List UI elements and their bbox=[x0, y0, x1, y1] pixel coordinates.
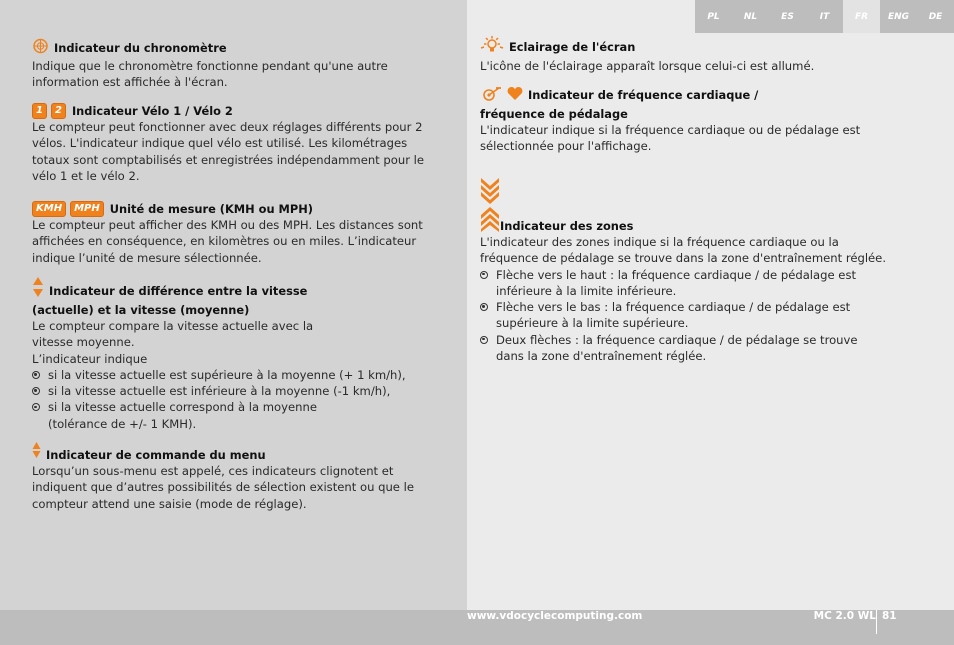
stopwatch-title: Indicateur du chronomètre bbox=[54, 41, 227, 55]
speed-diff-intro-line1: Le compteur compare la vitesse actuelle avec la bbox=[32, 319, 314, 333]
bullet-icon bbox=[480, 271, 488, 279]
stopwatch-text: Indique que le chronomètre fonctionne pendant qu'une autre information est affichée à l'écran. bbox=[32, 59, 388, 90]
stopwatch-icon bbox=[32, 38, 49, 58]
bullet-icon bbox=[32, 387, 40, 395]
section-bike bbox=[32, 103, 432, 184]
bike-1-badge: 1 bbox=[32, 103, 47, 119]
section-stopwatch bbox=[32, 38, 432, 91]
menu-title: Indicateur de commande du menu bbox=[46, 448, 266, 462]
bullet-icon bbox=[480, 336, 488, 344]
speed-diff-intro-line2: vitesse moyenne. bbox=[32, 335, 135, 350]
menu-heading bbox=[32, 447, 432, 463]
zones-title: Indicateur des zones bbox=[500, 219, 634, 233]
list-item: si la vitesse actuelle correspond à la moyenne (tolérance de +/- 1 KMH). bbox=[32, 399, 342, 432]
unit-title: Unité de mesure (KMH ou MPH) bbox=[109, 202, 313, 216]
unit-heading bbox=[32, 201, 434, 217]
footer-divider bbox=[876, 610, 877, 634]
backlight-text: L'icône de l'éclairage apparaît lorsque celui-ci est allumé. bbox=[480, 59, 815, 73]
mph-badge: MPH bbox=[70, 201, 104, 217]
stopwatch-heading bbox=[32, 38, 432, 58]
backlight-heading bbox=[480, 36, 900, 58]
bullet-icon bbox=[480, 303, 488, 311]
heart-rate-heading bbox=[480, 86, 900, 122]
list-item: Flèche vers le haut : la fréquence cardiaque / de pédalage est inférieure à la limite inférieure. bbox=[480, 267, 875, 300]
bike-2-badge: 2 bbox=[51, 103, 66, 119]
section-menu bbox=[32, 435, 432, 512]
kmh-badge: KMH bbox=[32, 201, 66, 217]
tab-eng[interactable]: ENG bbox=[880, 0, 917, 33]
section-speed-diff bbox=[32, 276, 432, 432]
bike-title: Indicateur Vélo 1 / Vélo 2 bbox=[71, 104, 233, 118]
list-item: Flèche vers le bas : la fréquence cardiaque / de pédalage est supérieure à la limite supérieure. bbox=[480, 299, 875, 332]
page-number: 81 bbox=[882, 610, 897, 622]
bullet-icon bbox=[32, 403, 40, 411]
tab-fr[interactable]: FR bbox=[843, 0, 880, 33]
backlight-title: Eclairage de l'écran bbox=[509, 40, 636, 54]
tab-de[interactable]: DE bbox=[917, 0, 954, 33]
list-item: si la vitesse actuelle est supérieure à la moyenne (+ 1 km/h), bbox=[32, 367, 432, 383]
bike-heading bbox=[32, 103, 432, 119]
menu-down-arrow-icon bbox=[32, 447, 41, 463]
bike-text: Le compteur peut fonctionner avec deux réglages différents pour 2 vélos. L'indicateur indique quel vélo est utilisé. Les kilométrages totaux sont comptabilisés et enregistrées indépendamment pour le vélo 1 et le vélo 2. bbox=[32, 120, 425, 183]
section-backlight bbox=[480, 36, 900, 74]
language-tabs bbox=[695, 0, 954, 33]
zones-heading bbox=[480, 218, 900, 234]
tab-it[interactable]: IT bbox=[806, 0, 843, 33]
up-down-arrows-icon bbox=[32, 276, 44, 302]
heart-rate-text: L'indicateur indique si la fréquence cardiaque ou de pédalage est sélectionnée pour l'affichage. bbox=[480, 123, 861, 154]
cadence-icon bbox=[480, 86, 502, 106]
speed-diff-heading bbox=[32, 276, 432, 318]
unit-text: Le compteur peut afficher des KMH ou des MPH. Les distances sont affichées en conséquence, en kilomètres ou en miles. L’indicateur indique l’unité de mesure sélectionnée. bbox=[32, 218, 423, 265]
speed-diff-intro-line3: L’indicateur indique bbox=[32, 351, 148, 366]
speed-diff-title-line1: Indicateur de différence entre la vitesse bbox=[49, 284, 308, 298]
heart-rate-title-line2: fréquence de pédalage bbox=[480, 107, 628, 121]
list-item: Deux flèches : la fréquence cardiaque / de pédalage se trouve dans la zone d'entraînement réglée. bbox=[480, 332, 875, 365]
menu-text: Lorsqu’un sous-menu est appelé, ces indicateurs clignotent et indiquent que d’autres possibilités de sélection existent ou que le compteur attend une saisie (mode de réglage). bbox=[32, 464, 414, 511]
list-item: si la vitesse actuelle est inférieure à la moyenne (-1 km/h), bbox=[32, 383, 432, 399]
heart-rate-title-line1: Indicateur de fréquence cardiaque / bbox=[528, 88, 759, 102]
tab-pl[interactable]: PL bbox=[695, 0, 732, 33]
section-heart-rate bbox=[480, 86, 900, 155]
speed-diff-title-line2: (actuelle) et la vitesse (moyenne) bbox=[32, 303, 250, 317]
model-name: MC 2.0 WL bbox=[813, 610, 876, 622]
website-link[interactable]: www.vdocyclecomputing.com bbox=[467, 610, 643, 622]
zones-text: L'indicateur des zones indique si la fréquence cardiaque ou la fréquence de pédalage se trouve dans la zone d'entraînement réglée. bbox=[480, 235, 887, 266]
section-unit bbox=[32, 201, 434, 266]
section-zones bbox=[480, 218, 900, 364]
tab-nl[interactable]: NL bbox=[732, 0, 769, 33]
light-bulb-icon bbox=[480, 36, 504, 58]
tab-es[interactable]: ES bbox=[769, 0, 806, 33]
heart-icon bbox=[507, 86, 523, 105]
footer-bar bbox=[0, 610, 954, 645]
bullet-icon bbox=[32, 371, 40, 379]
menu-arrows-icon bbox=[32, 435, 432, 447]
